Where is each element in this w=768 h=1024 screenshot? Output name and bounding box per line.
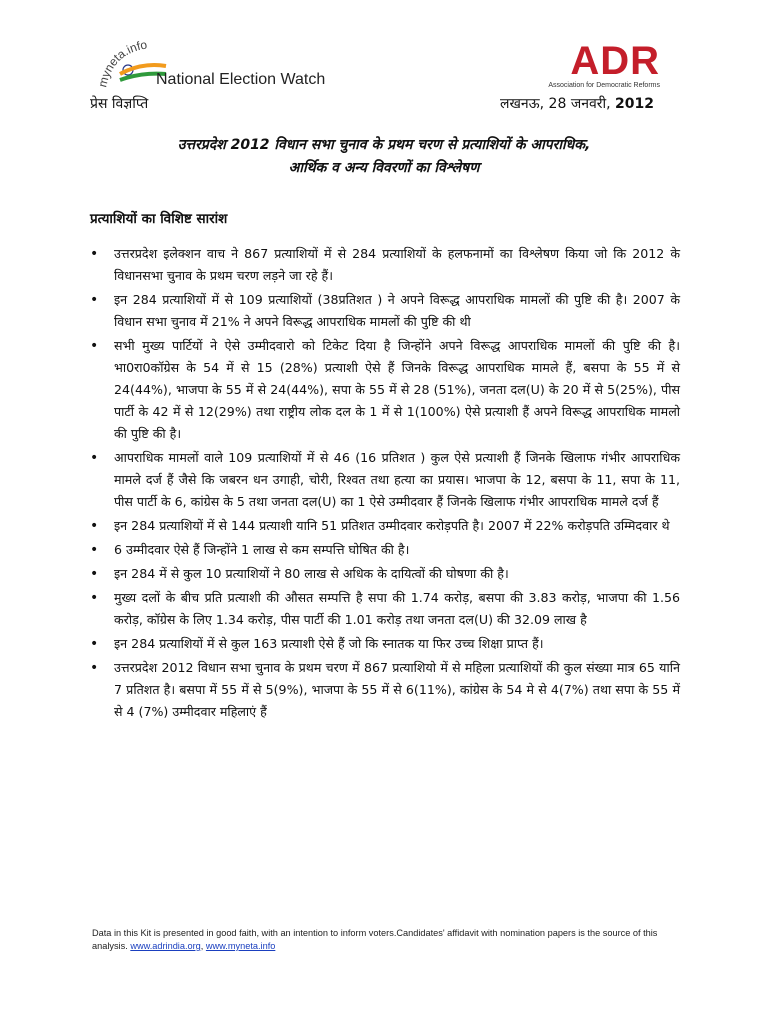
list-item: • 6 उम्मीदवार ऐसे हैं जिन्होंने 1 लाख से कम सम्पत्ति घोषित की है।: [90, 539, 680, 561]
svg-text:myneta.info: myneta.info: [95, 40, 149, 89]
list-item: • इन 284 प्रत्याशियों में से 109 प्रत्याशियों (38प्रतिशत ) ने अपने विरूद्ध आपराधिक मामलों की पुष्टि की है। 2007 के विधान सभा चुनाव में 21% ने अपने विरूद्ध आपराधिक मामलों की पुष्टि की थी: [90, 289, 680, 333]
title-line-2: आर्थिक व अन्य विवरणों का विश्लेषण: [288, 160, 480, 176]
place-date: [500, 94, 654, 113]
document-title: [80, 134, 688, 180]
list-item: • इन 284 में से कुल 10 प्रत्याशियों ने 80 लाख से अधिक के दायित्वों की घोषणा की है।: [90, 563, 680, 585]
adr-logo: [540, 39, 660, 92]
press-release-row: [90, 94, 670, 116]
title-line-1: उत्तरप्रदेश 2012 विधान सभा चुनाव के प्रथम चरण से प्रत्याशियों के आपराधिक,: [177, 137, 591, 153]
adr-full-name: Association for Democratic Reforms: [548, 82, 660, 89]
adr-logo-text: ADR: [570, 39, 660, 83]
page-header: [60, 40, 660, 100]
myneta-link[interactable]: www.myneta.info: [205, 941, 276, 951]
list-item: • आपराधिक मामलों वाले 109 प्रत्याशियों में से 46 (16 प्रतिशत ) कुल ऐसे प्रत्याशी हैं जिनके खिलाफ गंभीर आपराधिक मामले दर्ज हैं जैसे कि जबरन धन उगाही, चोरी, रिश्वत तथा हत्या का प्रयास। भाजपा के 12, बसपा के 11, सपा के 11, पीस पार्टी के 6, कांग्रेस के 5 तथा जनता दल(U) का 1 ऐसे उम्मीदवार हैं जिनके खिलाफ गंभीर आपराधिक मामले दर्ज हैं: [90, 447, 680, 513]
press-year: 2012: [615, 96, 654, 112]
myneta-logo: [92, 40, 392, 92]
footer-disclaimer: [92, 927, 680, 953]
footer-text: Data in this Kit is presented in good faith, with an intention to inform voters.Candidates' affidavit with nomination papers is the source of this analysis.: [92, 928, 658, 951]
place-date-text: लखनऊ, 28 जनवरी,: [499, 96, 616, 112]
summary-list: [90, 243, 680, 725]
section-heading: प्रत्याशियों का विशिष्ट सारांश: [90, 211, 228, 227]
list-item: • मुख्य दलों के बीच प्रति प्रत्याशी की औसत सम्पत्ति है सपा की 1.74 करोड़, बसपा की 3.83 करोड़, भाजपा की 1.56 करोड़, कॉग्रेस के लिए 1.34 करोड़, पीस पार्टी की 1.01 करोड़ तथा जनता दल(U) की 32.09 लाख है: [90, 587, 680, 631]
national-election-watch-logo-icon: [92, 40, 392, 92]
list-item: • उत्तरप्रदेश 2012 विधान सभा चुनाव के प्रथम चरण में 867 प्रत्याशियो में से महिला प्रत्याशियों की कुल संख्या मात्र 65 यानि 7 प्रतिशत है। बसपा में 55 में से 5(9%), भाजपा के 55 में से 6(11%), कांग्रेस के 54 मे से 4(7%) तथा सपा के 55 में से 4 (7%) उम्मीदवार महिलाएं हैं: [90, 657, 680, 723]
list-item: • उत्तरप्रदेश इलेक्शन वाच ने 867 प्रत्याशियों में से 284 प्रत्याशियों के हलफनामों का विश्लेषण किया जो कि 2012 के विधानसभा चुनाव के प्रथम चरण लड़ने जा रहे हैं।: [90, 243, 680, 287]
adrindia-link[interactable]: www.adrindia.org: [130, 941, 201, 951]
list-item: • इन 284 प्रत्याशियों में से 144 प्रत्याशी यानि 51 प्रतिशत उम्मीदवार करोड़पति है। 2007 में 22% करोड़पति उम्मिदवार थे: [90, 515, 680, 537]
press-release-label: प्रेस विज्ञप्ति: [90, 96, 149, 112]
footer-separator: ,: [200, 941, 206, 951]
svg-text:National Election Watch: National Election Watch: [156, 71, 326, 88]
list-item: • सभी मुख्य पार्टियों ने ऐसे उम्मीदवारो को टिकेट दिया है जिन्होंने अपने विरूद्ध आपराधिक मामलों की पुष्टि की है। भा0रा0कॉग्रेस के 54 में से 15 (28%) प्रत्याशी ऐसे हैं जिनके विरूद्ध आपराधिक मामले हैं, बसपा के 55 में से 24(44%), भाजपा के 55 में से 24(44%), सपा के 55 में से 28 (51%), जनता दल(U) के 20 में से 5(25%), पीस पार्टी के 42 में से 12(29%) तथा राष्ट्रीय लोक दल के 1 में से 1(100%) ऐसे प्रत्याशी हैं अपने विरूद्ध आपराधिक मामलो की पुष्टि की है।: [90, 335, 680, 445]
list-item: • इन 284 प्रत्याशियों में से कुल 163 प्रत्याशी ऐसे हैं जो कि स्नातक या फिर उच्च शिक्षा प्राप्त हैं।: [90, 633, 680, 655]
